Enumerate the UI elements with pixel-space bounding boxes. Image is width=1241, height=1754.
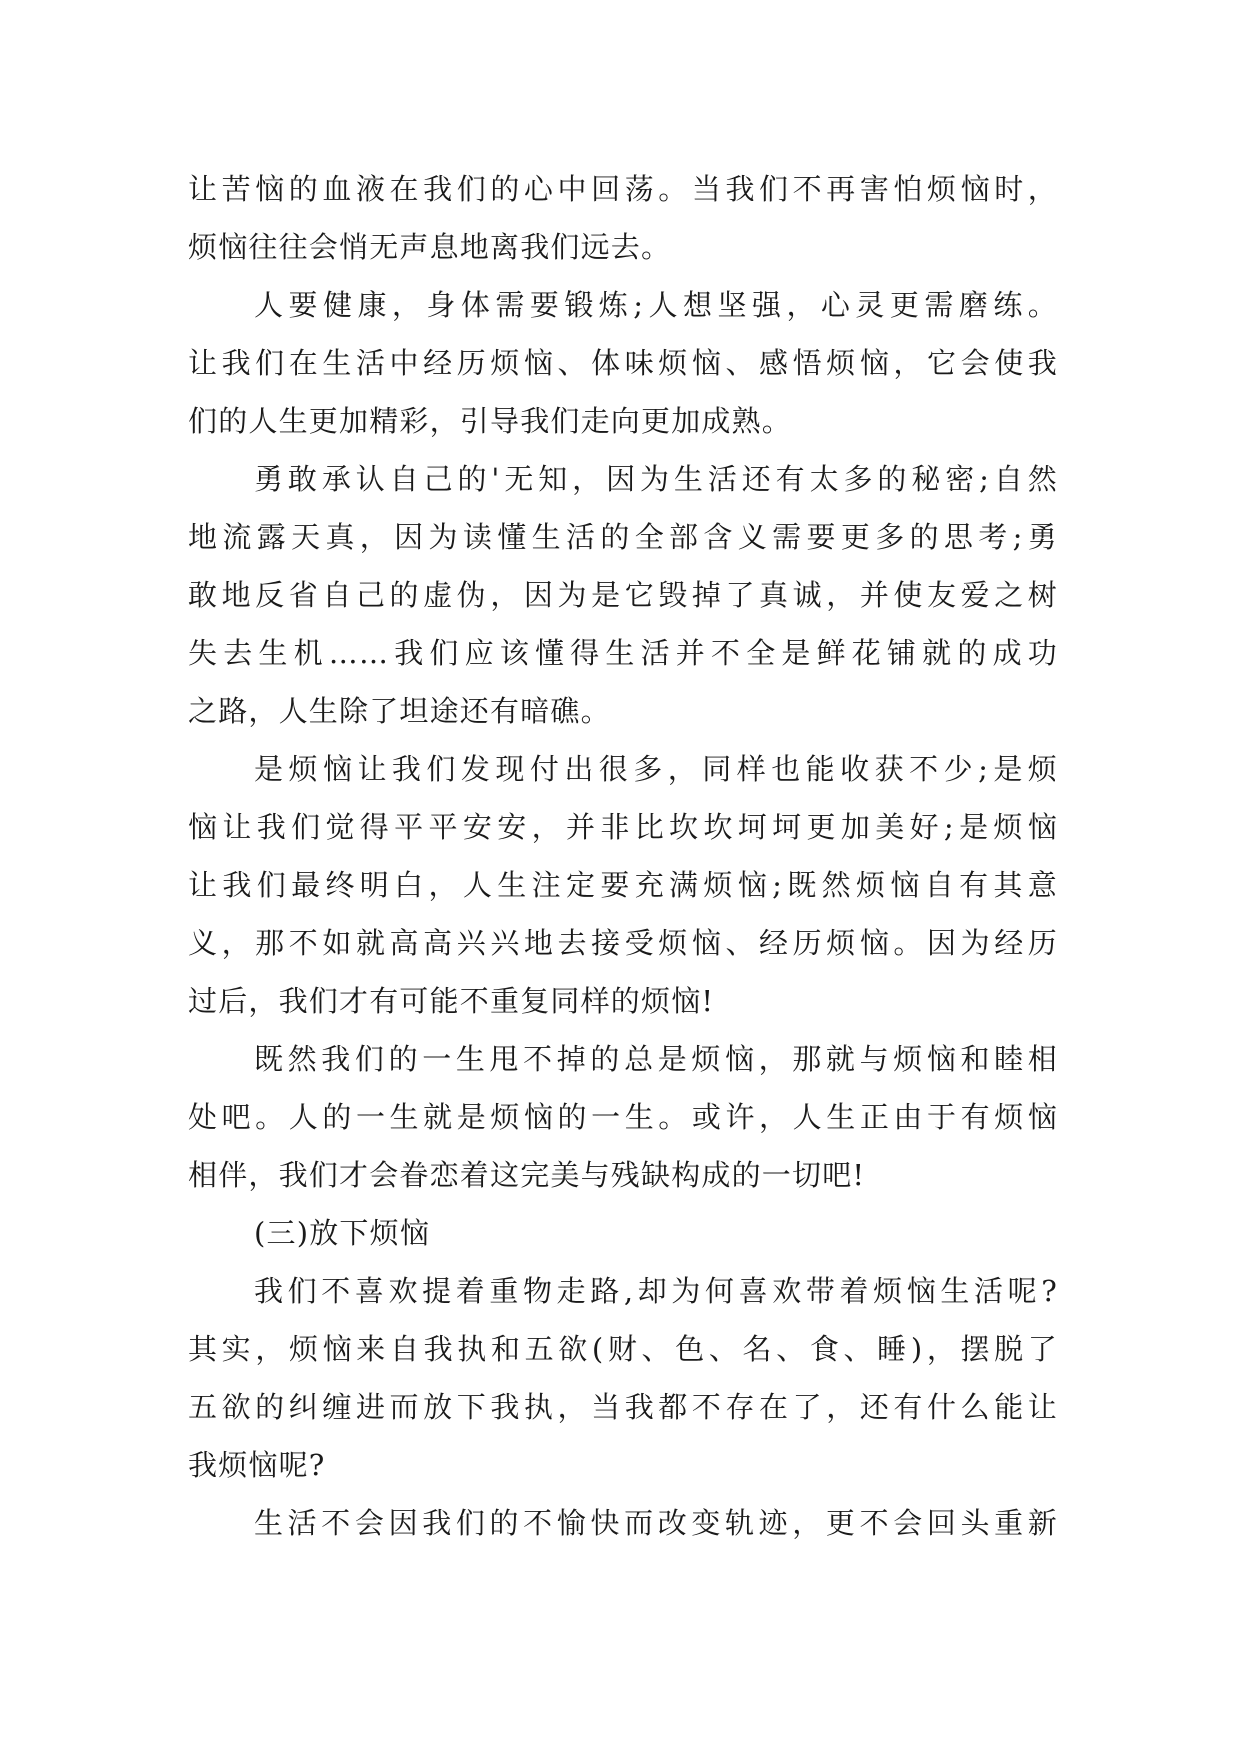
text-line: 人要健康，身体需要锻炼;人想坚强，心灵更需磨练。 — [254, 288, 1058, 322]
text-line: 敢地反省自己的虚伪，因为是它毁掉了真诚，并使友爱之树 — [188, 578, 1058, 612]
text-line: 烦恼往往会悄无声息地离我们远去。 — [188, 230, 672, 264]
text-line: 既然我们的一生甩不掉的总是烦恼，那就与烦恼和睦相 — [254, 1042, 1058, 1076]
text-line: 恼让我们觉得平平安安，并非比坎坎坷坷更加美好;是烦恼 — [188, 810, 1058, 844]
text-line: 我烦恼呢? — [188, 1448, 326, 1482]
text-line: 地流露天真，因为读懂生活的全部含义需要更多的思考;勇 — [188, 520, 1058, 554]
text-line: 之路，人生除了坦途还有暗礁。 — [188, 694, 611, 728]
text-line: 其实，烦恼来自我执和五欲(财、色、名、食、睡)，摆脱了 — [188, 1332, 1058, 1366]
text-line: 我们不喜欢提着重物走路,却为何喜欢带着烦恼生活呢? — [254, 1274, 1058, 1308]
text-line: 们的人生更加精彩，引导我们走向更加成熟。 — [188, 404, 793, 438]
document-body — [188, 160, 1058, 1552]
text-line: 相伴，我们才会眷恋着这完美与残缺构成的一切吧! — [188, 1158, 866, 1192]
text-line: 五欲的纠缠进而放下我执，当我都不存在了，还有什么能让 — [188, 1390, 1058, 1424]
text-line: 失去生机……我们应该懂得生活并不全是鲜花铺就的成功 — [188, 636, 1058, 670]
text-line: 处吧。人的一生就是烦恼的一生。或许，人生正由于有烦恼 — [188, 1100, 1058, 1134]
text-line: 让我们在生活中经历烦恼、体味烦恼、感悟烦恼，它会使我 — [188, 346, 1058, 380]
text-line: 勇敢承认自己的'无知，因为生活还有太多的秘密;自然 — [254, 462, 1058, 496]
text-line: 过后，我们才有可能不重复同样的烦恼! — [188, 984, 715, 1018]
text-line: 让我们最终明白，人生注定要充满烦恼;既然烦恼自有其意 — [188, 868, 1058, 902]
text-line: (三)放下烦恼 — [254, 1216, 431, 1250]
text-line: 生活不会因我们的不愉快而改变轨迹，更不会回头重新 — [254, 1506, 1058, 1540]
text-line: 是烦恼让我们发现付出很多，同样也能收获不少;是烦 — [254, 752, 1058, 786]
text-line: 义，那不如就高高兴兴地去接受烦恼、经历烦恼。因为经历 — [188, 926, 1058, 960]
text-line: 让苦恼的血液在我们的心中回荡。当我们不再害怕烦恼时， — [188, 172, 1058, 206]
